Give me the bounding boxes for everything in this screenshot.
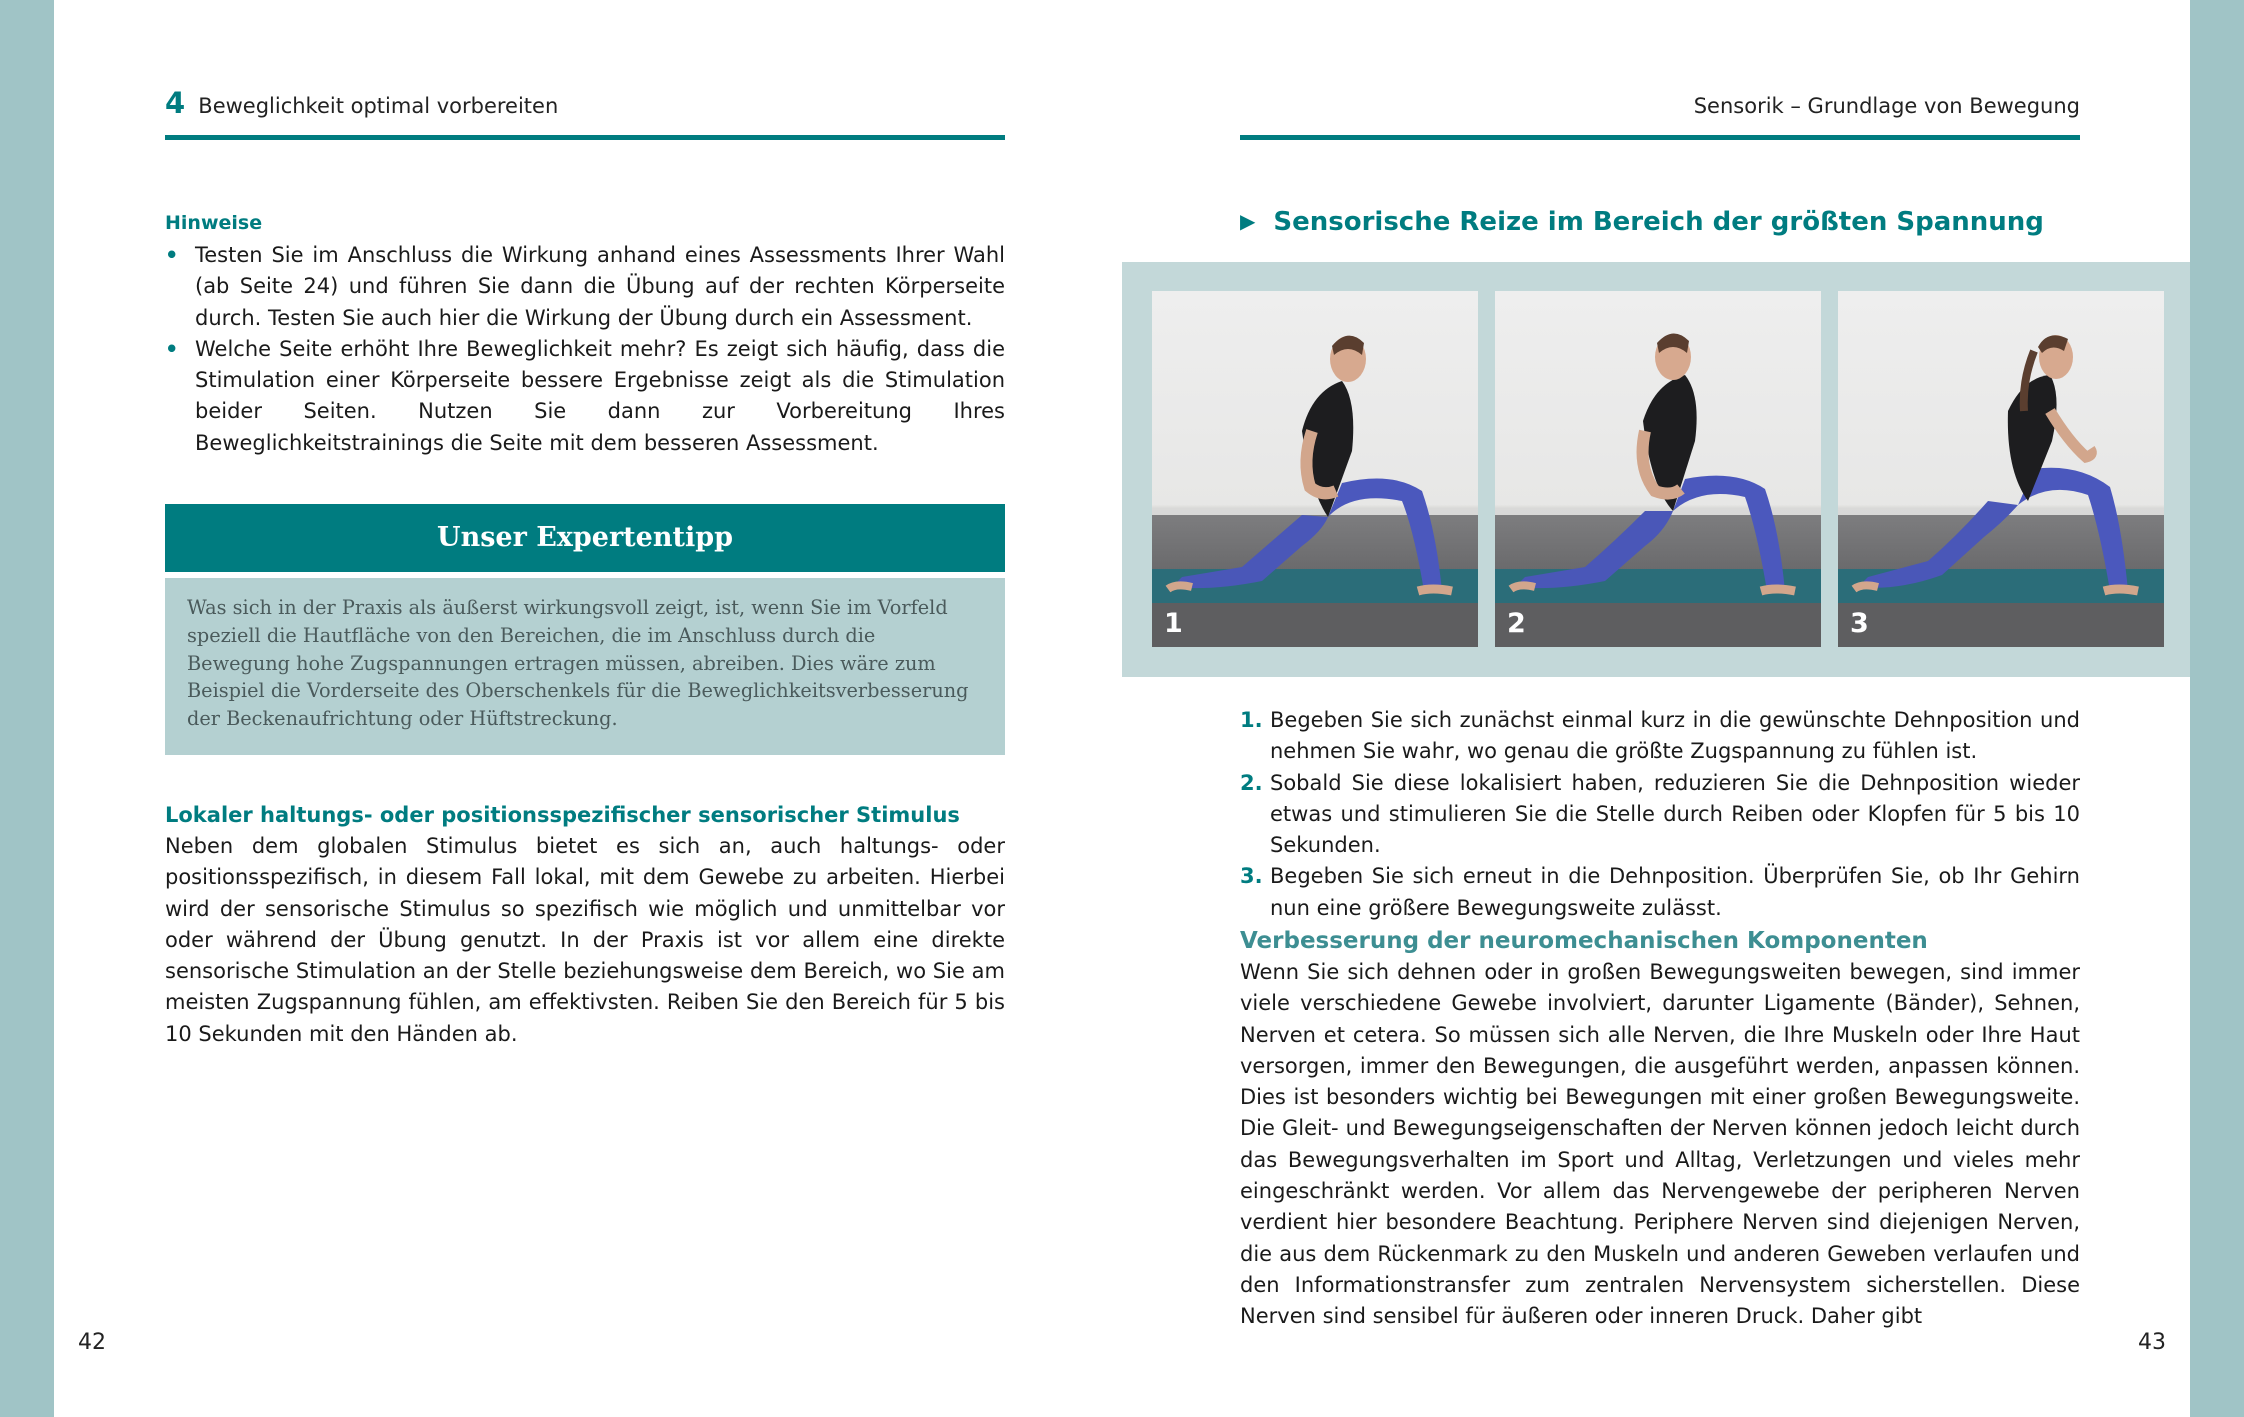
running-head-title: Sensorik – Grundlage von Bewegung bbox=[1693, 94, 2080, 118]
list-item bbox=[165, 334, 1005, 459]
chapter-number: 4 bbox=[165, 86, 186, 120]
list-item bbox=[1240, 705, 2080, 768]
chapter-title: Beweglichkeit optimal vorbereiten bbox=[198, 94, 559, 118]
notes-list bbox=[165, 240, 1005, 459]
photo-step-1 bbox=[1152, 291, 1478, 647]
page-number-right: 43 bbox=[2138, 1330, 2166, 1355]
left-page bbox=[54, 0, 1122, 1417]
note-text: Welche Seite erhöht Ihre Beweglichkeit mehr? Es zeigt sich häufig, dass die Stimulation einer Körperseite bessere Ergebnisse zeigt als die Stimulation beider Seiten. Nutzen Sie dann zur Vorbereitung Ihres Beweglichkeitstrainings die Seite mit dem besseren Assessment. bbox=[195, 336, 1005, 455]
page-number-left: 42 bbox=[78, 1330, 106, 1355]
photo-label: 3 bbox=[1850, 608, 1869, 639]
section-heading bbox=[1240, 203, 2080, 240]
list-item bbox=[1240, 768, 2080, 862]
list-item bbox=[1240, 861, 2080, 924]
kneeling-lunge-figure-icon bbox=[1838, 291, 2164, 647]
bullet-icon: • bbox=[165, 243, 179, 267]
notes-section bbox=[165, 210, 1005, 459]
photo-step-2 bbox=[1495, 291, 1821, 647]
notes-heading: Hinweise bbox=[165, 212, 263, 234]
local-stimulus-heading: Lokaler haltungs- oder positionsspezifischer sensorischer Stimulus bbox=[165, 803, 960, 827]
photo-label: 2 bbox=[1507, 608, 1526, 639]
expert-tip-title: Unser Expertentipp bbox=[165, 504, 1005, 572]
neuromechanical-section bbox=[1240, 925, 2080, 1333]
steps-list bbox=[1240, 705, 2080, 924]
step-text: Begeben Sie sich zunächst einmal kurz in die gewünschte Dehnposition und nehmen Sie wahr, wo genau die größte Zugspannung zu fühlen ist. bbox=[1270, 708, 2080, 764]
note-text: Testen Sie im Anschluss die Wirkung anhand eines Assessments Ihrer Wahl (ab Seite 24) und führen Sie dann die Übung auf der rechten Körperseite durch. Testen Sie auch hier die Wirkung der Übung durch ein Assessment. bbox=[195, 243, 1005, 330]
kneeling-lunge-figure-icon bbox=[1495, 291, 1821, 647]
local-stimulus-text: Neben dem globalen Stimulus bietet es sich an, auch haltungs- oder positionsspezifisch, in diesem Fall lokal, mit dem Gewebe zu arbeiten. Hierbei wird der sensorische Stimulus so spezifisch wie möglich und unmittelbar vor oder während der Übung genutzt. In der Praxis ist vor allem eine direkte sensorische Stimulation an der Stelle beziehungsweise dem Bereich, wo Sie am meisten Zugspannung fühlen, am effektivsten. Reiben Sie den Bereich für 5 bis 10 Sekunden mit den Händen ab. bbox=[165, 834, 1005, 1046]
expert-tip-text: Was sich in der Praxis als äußerst wirkungsvoll zeigt, ist, wenn Sie im Vorfeld speziell die Hautfläche von den Bereichen, die im Anschluss durch die Bewegung hohe Zugspannungen ertragen müssen, abreiben. Dies wäre zum Beispiel die Vorderseite des Oberschenkels für die Beweglichkeitsverbesserung der Beckenaufrichtung oder Hüftstreckung. bbox=[165, 578, 1005, 755]
step-number: 1. bbox=[1240, 708, 1263, 732]
step-number: 2. bbox=[1240, 770, 1263, 795]
neuromechanical-heading: Verbesserung der neuromechanischen Komponenten bbox=[1240, 928, 1928, 954]
photo-step-3 bbox=[1838, 291, 2164, 647]
section-heading-text: Sensorische Reize im Bereich der größten Spannung bbox=[1273, 207, 2044, 237]
right-page bbox=[1122, 0, 2190, 1417]
list-item bbox=[165, 240, 1005, 334]
step-number: 3. bbox=[1240, 864, 1263, 889]
step-text: Begeben Sie sich erneut in die Dehnposition. Überprüfen Sie, ob Ihr Gehirn nun eine größere Bewegungsweite zulässt. bbox=[1270, 864, 2080, 920]
triangle-right-icon: ▶ bbox=[1240, 209, 1256, 233]
kneeling-lunge-figure-icon bbox=[1152, 291, 1478, 647]
neuromechanical-text: Wenn Sie sich dehnen oder in großen Bewegungsweiten bewegen, sind immer viele verschiedene Gewebe involviert, darunter Ligamente (Bänder), Sehnen, Nerven et cetera. So müssen sich alle Nerven, die Ihre Muskeln oder Ihre Haut versorgen, immer den Bewegungen, die ausgeführt werden, anpassen können. Dies ist besonders wichtig bei Bewegungen mit einer großen Bewegungsweite. Die Gleit- und Bewegungseigenschaften der Nerven können jedoch leicht durch das Bewegungsverhalten im Sport und Alltag, Verletzungen und vieles mehr eingeschränkt werden. Vor allem das Nervengewebe der peripheren Nerven verdient hier besondere Beachtung. Periphere Nerven sind diejenigen Nerven, die aus dem Rückenmark zu den Muskeln und anderen Geweben verlaufen und den Informationstransfer zum zentralen Nervensystem sicherstellen. Diese Nerven sind sensibel für äußeren oder inneren Druck. Daher gibt bbox=[1240, 960, 2080, 1329]
local-stimulus-section bbox=[165, 800, 1005, 1050]
left-running-header bbox=[165, 84, 1005, 140]
photo-label: 1 bbox=[1164, 608, 1183, 639]
photo-strip bbox=[1122, 262, 2190, 677]
bullet-icon: • bbox=[165, 336, 179, 361]
right-running-header bbox=[1240, 84, 2080, 140]
step-text: Sobald Sie diese lokalisiert haben, reduzieren Sie die Dehnposition wieder etwas und stimulieren Sie die Stelle durch Reiben oder Klopfen für 5 bis 10 Sekunden. bbox=[1270, 770, 2080, 858]
